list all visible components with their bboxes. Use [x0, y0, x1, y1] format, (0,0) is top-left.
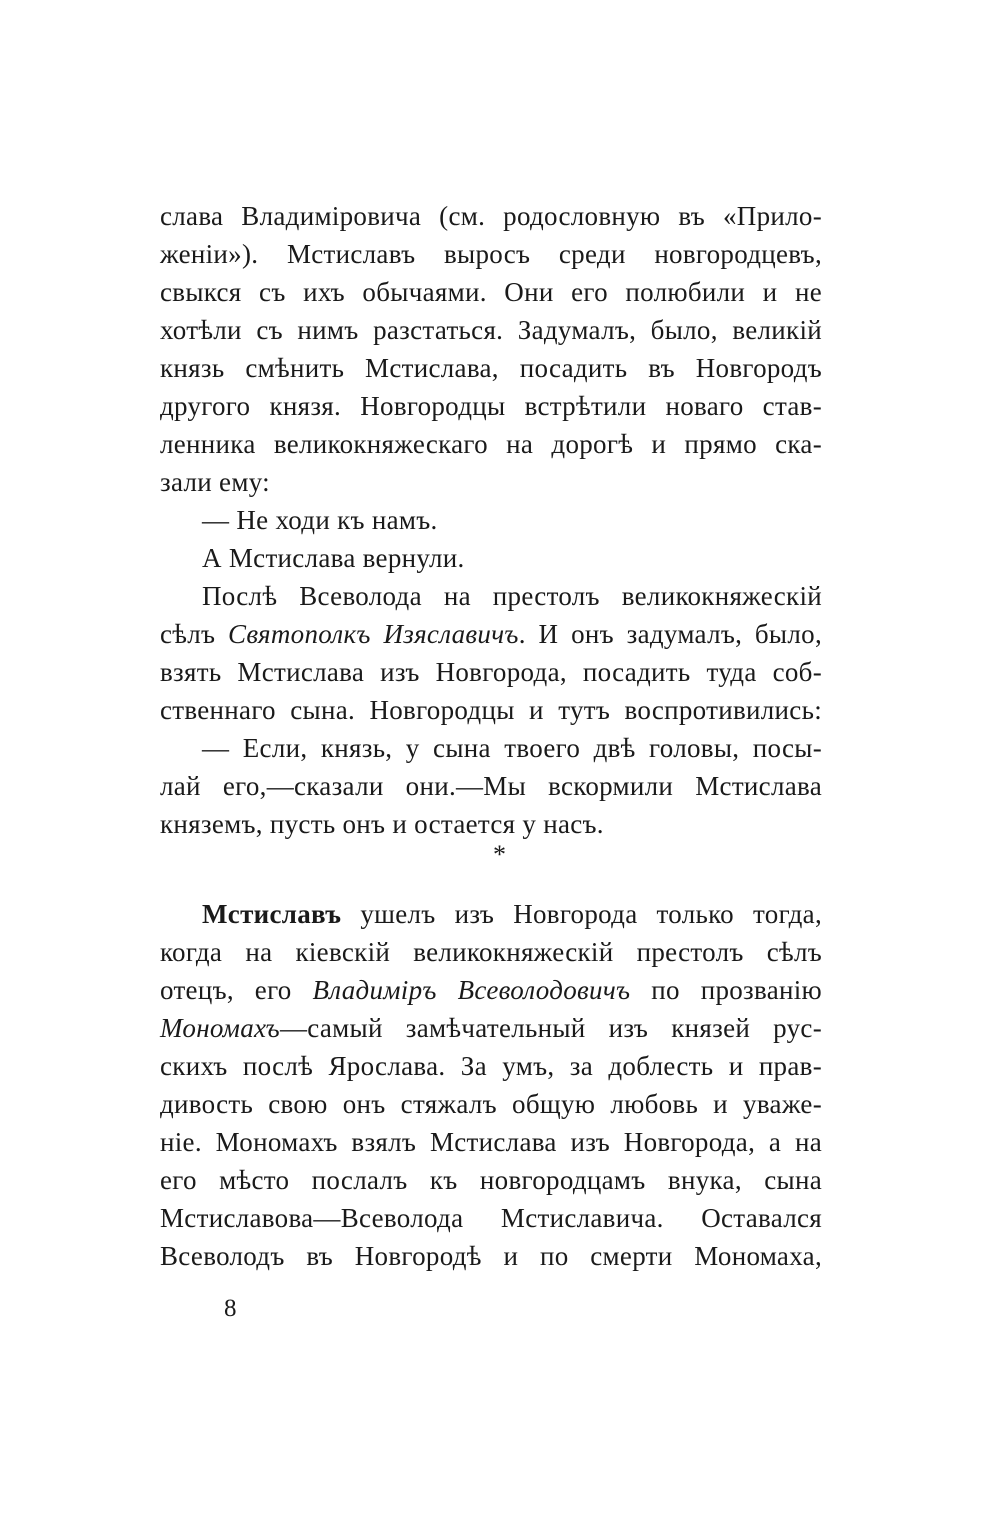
- text-fragment: —самый замѣчательный изъ князей рус-: [279, 1013, 822, 1043]
- text-line: другого князя. Новгородцы встрѣтили новаго став-: [160, 391, 822, 421]
- dialogue-line: княземъ, пусть онъ и остается у насъ.: [160, 809, 604, 839]
- page-number: 8: [224, 1295, 237, 1322]
- text-line: А Мстислава вернули.: [202, 543, 465, 573]
- text-line: князь смѣнить Мстислава, посадить въ Новгородъ: [160, 353, 822, 383]
- text-line: женіи»). Мстиславъ выросъ среди новгородцевъ,: [160, 239, 822, 269]
- text-line: [160, 1009, 822, 1047]
- upper-text-block: [160, 197, 822, 843]
- text-fragment: . И онъ задумалъ, было,: [518, 619, 822, 649]
- text-line: его мѣсто послалъ къ новгородцамъ внука, сына: [160, 1165, 822, 1195]
- text-line: ленника великокняжескаго на дорогѣ и прямо ска-: [160, 429, 822, 459]
- lower-text-block: [160, 895, 822, 1275]
- text-line: взять Мстислава изъ Новгорода, посадить туда соб-: [160, 657, 822, 687]
- dialogue-line: — Не ходи къ намъ.: [202, 505, 438, 535]
- text-line: Послѣ Всеволода на престолъ великокняжескій: [202, 581, 822, 611]
- text-line: ственнаго сына. Новгородцы и тутъ воспротивились:: [160, 695, 822, 725]
- text-fragment: ушелъ изъ Новгорода только тогда,: [341, 899, 822, 929]
- text-line: свыкся съ ихъ обычаями. Они его полюбили и не: [160, 277, 822, 307]
- text-fragment: сѣлъ: [160, 619, 229, 649]
- text-line: когда на кіевскій великокняжескій престолъ сѣлъ: [160, 937, 822, 967]
- text-line: Всеволодъ въ Новгородѣ и по смерти Мономаха,: [160, 1241, 822, 1271]
- section-separator: *: [493, 840, 506, 869]
- text-line: ніе. Мономахъ взялъ Мстислава изъ Новгорода, а на: [160, 1127, 822, 1157]
- text-line: дивость свою онъ стяжалъ общую любовь и уваже-: [160, 1089, 822, 1119]
- text-fragment: по прозванію: [630, 975, 823, 1005]
- text-line: [160, 971, 822, 1009]
- text-line: [160, 615, 822, 653]
- text-line: хотѣли съ нимъ разстаться. Задумалъ, было, великій: [160, 315, 822, 345]
- dialogue-line: лай его,—сказали они.—Мы вскормили Мстислава: [160, 771, 822, 801]
- text-fragment: отецъ, его: [160, 975, 313, 1005]
- dialogue-line: — Если, князь, у сына твоего двѣ головы, посы-: [202, 733, 822, 763]
- person-name: Мономахъ: [160, 1013, 280, 1043]
- paragraph-start-word: Мстиславъ: [202, 899, 342, 929]
- text-line: Мстиславова—Всеволода Мстиславича. Оставался: [160, 1203, 822, 1233]
- text-line: зали ему:: [160, 467, 270, 497]
- text-line: скихъ послѣ Ярослава. За умъ, за доблесть и прав-: [160, 1051, 822, 1081]
- person-name: Святополкъ Изяславичъ: [228, 619, 519, 649]
- text-line: [160, 895, 822, 933]
- text-line: слава Владиміровича (см. родословную въ «Прило-: [160, 201, 822, 231]
- person-name: Владиміръ Всеволодовичъ: [312, 975, 631, 1005]
